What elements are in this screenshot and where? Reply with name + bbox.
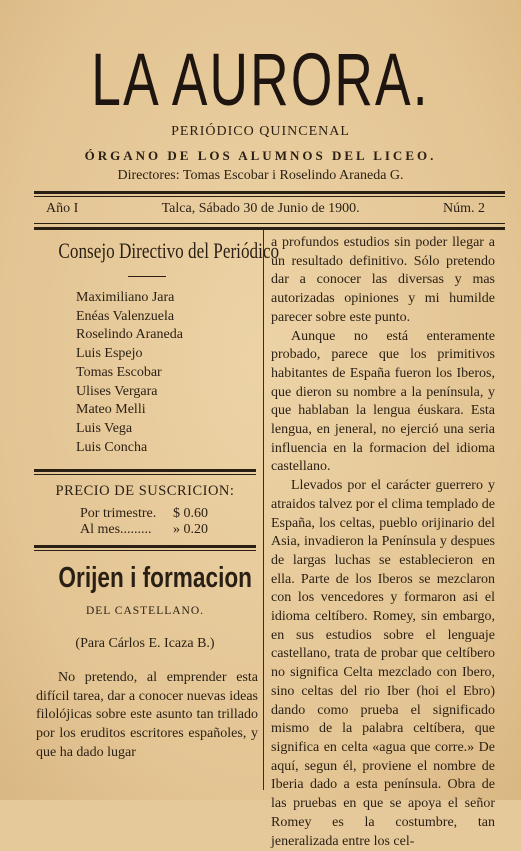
article-body-left: No pretendo, al emprender esta difícil tarea, dar a conocer nuevas ideas filolójicas sobre este asunto tan trillado por los eruditos escritores españoles, y que ha dado lugar — [36, 670, 258, 760]
council-bottom-rule-thin — [34, 474, 256, 475]
subscription-row-month — [80, 522, 208, 538]
header-rule-bottom — [34, 227, 505, 230]
header-rule-top — [34, 191, 505, 194]
issue-number: Núm. 2 — [443, 201, 485, 216]
council-member: Roselindo Araneda — [76, 327, 183, 343]
council-member: Ulises Vergara — [76, 383, 158, 399]
council-member: Luis Espejo — [76, 346, 143, 362]
header-rule-top-thin — [34, 196, 505, 197]
header-rule-bottom-thin — [34, 223, 505, 224]
article-paragraph: Llevados por el carácter guerrero y atraidos talvez por el clima templado de España, los celtas, pueblo orijinario del Asia, invadieron la Península y despues de largas luchas se establecieron en ella. Parte de los Iberos se mezclaron con los vencedores y formaron asi el idioma celtíbero. Romey, sin embargo, en sus estudios sobre el lenguaje castellano, trata de probar que celtíbero no significa Celta mezclado con Ibero, sino celtas del rio Iber (hoi el Ebro) dando como prueba el significado mismo de la palabra celtíbera, que significa en celta «agua que corre.» De aquí, segun él, proviene el nombre de Iberia dado a esta península. Obra de las pruebas en que se apoya el señor Romey es la costumbre, tan jeneralizada entre los cel- — [271, 478, 495, 849]
subscription-bottom-rule-thin — [34, 550, 256, 551]
article-subtitle: DEL CASTELLANO. — [85, 605, 205, 617]
council-bottom-rule — [34, 469, 256, 472]
council-member: Luis Concha — [76, 439, 148, 455]
periodicity-line: PERIÓDICO QUINCENAL — [171, 124, 350, 139]
subscription-title: PRECIO DE SUSCRICION: — [55, 483, 235, 499]
article-body-right — [271, 234, 495, 851]
dateline — [46, 201, 485, 217]
council-title: Consejo Directivo del Periódico — [58, 238, 280, 263]
council-divider — [128, 276, 166, 277]
directors-line: Directores: Tomas Escobar i Roselindo Araneda G. — [117, 168, 404, 183]
council-member: Luis Vega — [76, 420, 133, 436]
council-member: Mateo Melli — [76, 402, 146, 418]
council-member: Enéas Valenzuela — [76, 308, 175, 324]
council-member: Tomas Escobar — [76, 364, 162, 380]
subscription-amount: $ 0.60 — [173, 506, 208, 521]
issue-date: Talca, Sábado 30 de Junio de 1900. — [161, 201, 360, 216]
column-separator — [263, 230, 264, 790]
subscription-amount: » 0.20 — [173, 522, 208, 537]
subscription-label: Por trimestre. — [80, 506, 157, 521]
council-member-list — [76, 289, 183, 457]
organ-line: ÓRGANO DE LOS ALUMNOS DEL LICEO. — [84, 148, 437, 163]
masthead-title: LA AURORA. — [91, 38, 430, 121]
article-title: Orijen i formacion — [58, 562, 252, 594]
article-byline: (Para Cárlos E. Icaza B.) — [75, 636, 215, 651]
council-member: Maximiliano Jara — [76, 290, 175, 305]
subscription-bottom-rule — [34, 545, 256, 548]
article-paragraph: a profundos estudios sin poder llegar a un resultado definitivo. Sólo pretendo dar a conocer las diversas y mas autorizadas opiniones y mi humilde parecer sobre este punto. — [271, 235, 495, 325]
subscription-label: Al mes......... — [80, 522, 152, 537]
year-label: Año I — [46, 201, 79, 216]
article-paragraph: Aunque no está enteramente probado, parece que los primitivos habitantes de España fueron los Iberos, que dieron su nombre a la península, y que hablaban la lengua éuskara. Esta lengua, en jeneral, no ejerció una seria influencia en la formacion del idioma castellano. — [271, 328, 495, 475]
subscription-row-quarter — [80, 506, 208, 522]
